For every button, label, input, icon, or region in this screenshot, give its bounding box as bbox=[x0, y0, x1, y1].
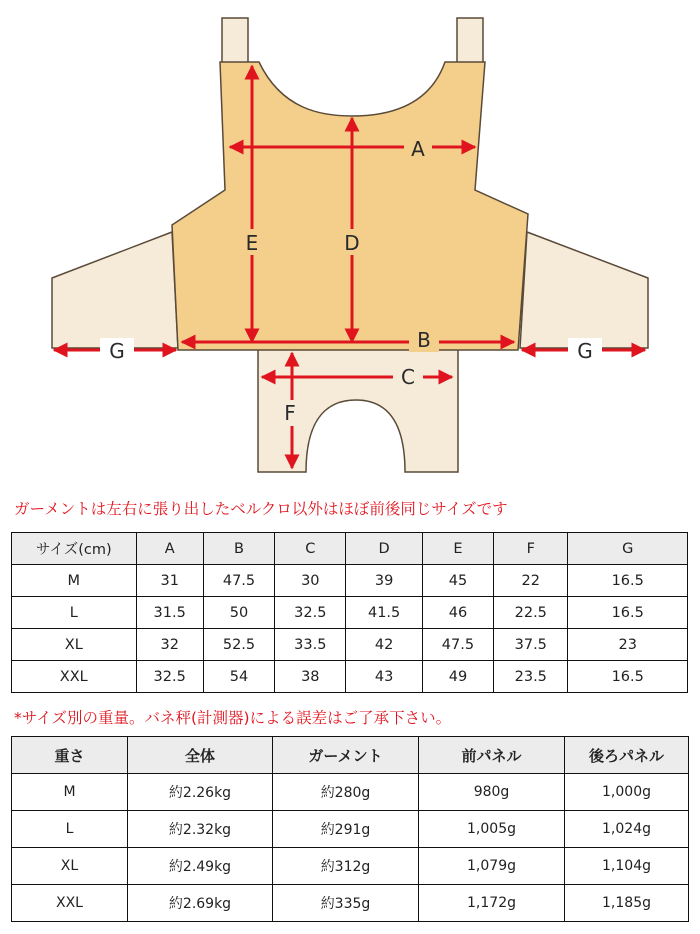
left-shoulder-strap bbox=[222, 18, 248, 63]
size-cell: 42 bbox=[346, 629, 422, 661]
weight-header-cell: 重さ bbox=[12, 737, 128, 774]
weight-cell: 980g bbox=[419, 774, 565, 811]
size-cell: 32.5 bbox=[275, 597, 346, 629]
size-header-cell: F bbox=[494, 533, 568, 565]
size-header-cell: D bbox=[346, 533, 422, 565]
weight-header-cell: 全体 bbox=[128, 737, 273, 774]
size-cell: 38 bbox=[275, 661, 346, 693]
size-header-cell: B bbox=[203, 533, 274, 565]
size-cell: 31 bbox=[136, 565, 203, 597]
size-cell: 45 bbox=[422, 565, 493, 597]
size-note: ガーメントは左右に張り出したベルクロ以外はほぼ前後同じサイズです bbox=[14, 500, 508, 518]
size-cell: 52.5 bbox=[203, 629, 274, 661]
weight-cell: 約312g bbox=[273, 848, 419, 885]
size-cell: 39 bbox=[346, 565, 422, 597]
weight-cell: L bbox=[12, 811, 128, 848]
label-g-left: G bbox=[109, 339, 125, 363]
size-header-cell: G bbox=[568, 533, 688, 565]
weight-cell: 約280g bbox=[273, 774, 419, 811]
right-velcro-wing bbox=[520, 232, 648, 348]
weight-cell: XL bbox=[12, 848, 128, 885]
size-header-cell: サイズ(cm) bbox=[12, 533, 137, 565]
size-cell: 41.5 bbox=[346, 597, 422, 629]
size-cell: 50 bbox=[203, 597, 274, 629]
size-cell: 37.5 bbox=[494, 629, 568, 661]
weight-table-header bbox=[12, 737, 689, 774]
size-header-cell: E bbox=[422, 533, 493, 565]
weight-cell: 1,172g bbox=[419, 885, 565, 922]
weight-cell: 約2.26kg bbox=[128, 774, 273, 811]
table-row bbox=[12, 629, 688, 661]
weight-cell: 約2.49kg bbox=[128, 848, 273, 885]
size-cell: 23.5 bbox=[494, 661, 568, 693]
table-row bbox=[12, 848, 689, 885]
table-row bbox=[12, 774, 689, 811]
size-cell: XXL bbox=[12, 661, 137, 693]
table-row bbox=[12, 885, 689, 922]
size-cell: 16.5 bbox=[568, 597, 688, 629]
size-cell: 22 bbox=[494, 565, 568, 597]
left-velcro-wing bbox=[52, 232, 178, 348]
weight-cell: 1,024g bbox=[565, 811, 689, 848]
weight-cell: M bbox=[12, 774, 128, 811]
weight-header-cell: 前パネル bbox=[419, 737, 565, 774]
weight-cell: 約2.69kg bbox=[128, 885, 273, 922]
weight-cell: 1,079g bbox=[419, 848, 565, 885]
size-cell: XL bbox=[12, 629, 137, 661]
size-header-cell: C bbox=[275, 533, 346, 565]
label-f: F bbox=[284, 401, 296, 425]
label-c: C bbox=[401, 365, 415, 389]
size-table bbox=[11, 532, 688, 693]
size-cell: 22.5 bbox=[494, 597, 568, 629]
weight-header-cell: 後ろパネル bbox=[565, 737, 689, 774]
weight-table bbox=[11, 736, 689, 922]
size-cell: 32 bbox=[136, 629, 203, 661]
weight-header-cell: ガーメント bbox=[273, 737, 419, 774]
size-cell: 43 bbox=[346, 661, 422, 693]
weight-cell: 約2.32kg bbox=[128, 811, 273, 848]
size-cell: 31.5 bbox=[136, 597, 203, 629]
size-table-header bbox=[12, 533, 688, 565]
size-header-cell: A bbox=[136, 533, 203, 565]
size-cell: 47.5 bbox=[422, 629, 493, 661]
size-cell: 23 bbox=[568, 629, 688, 661]
right-shoulder-strap bbox=[457, 18, 483, 63]
size-cell: 33.5 bbox=[275, 629, 346, 661]
label-e: E bbox=[245, 231, 259, 255]
size-cell: 46 bbox=[422, 597, 493, 629]
table-row bbox=[12, 811, 689, 848]
size-cell: 16.5 bbox=[568, 565, 688, 597]
size-cell: M bbox=[12, 565, 137, 597]
vest-body bbox=[172, 62, 528, 350]
weight-cell: 1,005g bbox=[419, 811, 565, 848]
weight-cell: 約335g bbox=[273, 885, 419, 922]
label-a: A bbox=[411, 137, 425, 161]
table-row bbox=[12, 661, 688, 693]
weight-note: *サイズ別の重量。バネ秤(計測器)による誤差はご了承下さい。 bbox=[14, 709, 452, 727]
size-cell: 16.5 bbox=[568, 661, 688, 693]
size-cell: 54 bbox=[203, 661, 274, 693]
table-row bbox=[12, 565, 688, 597]
table-row bbox=[12, 597, 688, 629]
weight-cell: 1,185g bbox=[565, 885, 689, 922]
size-cell: 49 bbox=[422, 661, 493, 693]
size-cell: 30 bbox=[275, 565, 346, 597]
size-cell: 32.5 bbox=[136, 661, 203, 693]
label-b: B bbox=[417, 328, 431, 352]
label-d: D bbox=[344, 231, 360, 255]
weight-cell: 1,000g bbox=[565, 774, 689, 811]
weight-cell: XXL bbox=[12, 885, 128, 922]
size-cell: 47.5 bbox=[203, 565, 274, 597]
label-g-right: G bbox=[577, 339, 593, 363]
weight-cell: 1,104g bbox=[565, 848, 689, 885]
weight-cell: 約291g bbox=[273, 811, 419, 848]
size-cell: L bbox=[12, 597, 137, 629]
